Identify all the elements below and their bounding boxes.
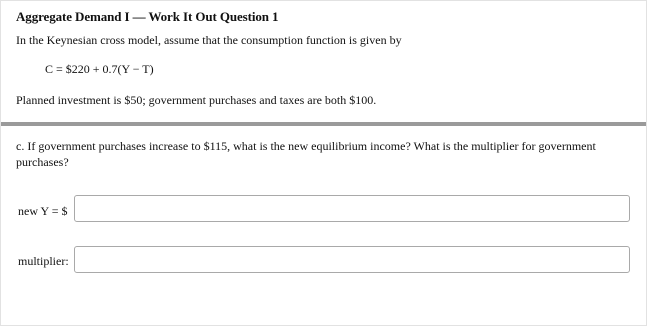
section-divider — [1, 122, 646, 126]
multiplier-input[interactable] — [74, 246, 630, 273]
part-c-question: c. If government purchases increase to $115, what is the new equilibrium income? What is the multiplier for government purchases? — [16, 139, 596, 169]
problem-intro: In the Keynesian cross model, assume that the consumption function is given by — [16, 33, 402, 47]
multiplier-label: multiplier: — [18, 254, 69, 268]
problem-givens: Planned investment is $50; government purchases and taxes are both $100. — [16, 93, 377, 107]
consumption-function: C = $220 + 0.7(Y − T) — [45, 62, 154, 76]
new-y-label: new Y = $ — [18, 204, 68, 218]
question-title: Aggregate Demand I — Work It Out Question 1 — [16, 9, 279, 24]
new-y-input[interactable] — [74, 195, 630, 222]
